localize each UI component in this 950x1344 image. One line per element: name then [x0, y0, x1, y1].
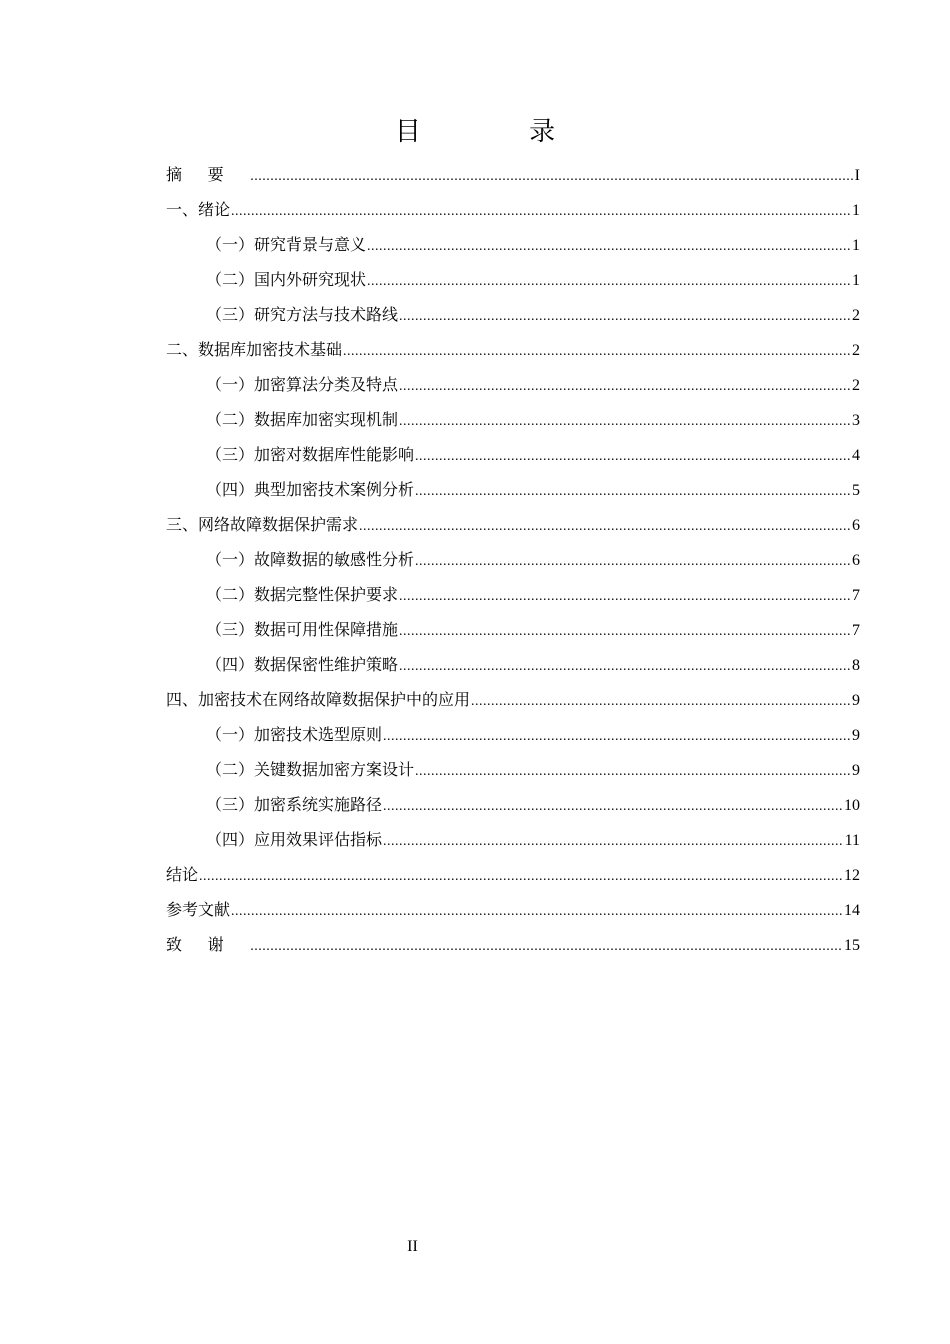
toc-entry-page: 1	[852, 202, 860, 219]
toc-entry[interactable]	[166, 472, 860, 507]
toc-leader-dots	[399, 299, 851, 334]
toc-entry-label: 致谢	[166, 935, 250, 954]
toc-leader-dots	[415, 544, 851, 579]
toc-entry[interactable]	[166, 822, 860, 857]
toc-entry[interactable]	[166, 542, 860, 577]
toc-entry[interactable]	[166, 612, 860, 647]
toc-entry-label: （一）研究背景与意义	[206, 235, 367, 254]
toc-entry-label: （四）典型加密技术案例分析	[206, 480, 415, 499]
toc-entry-label: 二、数据库加密技术基础	[166, 340, 343, 359]
toc-leader-dots	[399, 404, 851, 439]
toc-title: 目 录	[394, 117, 606, 147]
toc-leader-dots	[415, 754, 851, 789]
toc-leader-dots	[399, 369, 851, 404]
toc-entry-page: 3	[852, 412, 860, 429]
toc-leader-dots	[399, 649, 851, 684]
toc-entry-label: （二）关键数据加密方案设计	[206, 760, 415, 779]
toc-entry-label: （四）数据保密性维护策略	[206, 655, 399, 674]
toc-entry-label: （三）数据可用性保障措施	[206, 620, 399, 639]
toc-entry-label: 摘要	[166, 165, 250, 184]
toc-entry[interactable]	[166, 717, 860, 752]
toc-entry[interactable]	[166, 402, 860, 437]
toc-leader-dots	[250, 929, 843, 964]
toc-entry[interactable]	[166, 437, 860, 472]
toc-leader-dots	[383, 789, 843, 824]
toc-entry[interactable]	[166, 892, 860, 927]
toc-entry-page: 2	[852, 377, 860, 394]
toc-entry-page: I	[854, 167, 860, 184]
toc-leader-dots	[359, 509, 851, 544]
toc-entry[interactable]	[166, 262, 860, 297]
toc-entry[interactable]	[166, 682, 860, 717]
toc-entry-label: 结论	[166, 865, 199, 884]
toc-leader-dots	[383, 824, 844, 859]
toc-entry[interactable]	[166, 332, 860, 367]
toc-entry-label: 一、绪论	[166, 200, 231, 219]
toc-entry[interactable]	[166, 647, 860, 682]
toc-entry-page: 4	[852, 447, 860, 464]
toc-entry-page: 8	[852, 657, 860, 674]
toc-entry-page: 15	[844, 937, 860, 954]
toc-leader-dots	[367, 264, 851, 299]
toc-entry-page: 10	[844, 797, 860, 814]
toc-entry-page: 1	[852, 272, 860, 289]
toc-entry[interactable]	[166, 297, 860, 332]
toc-entry-page: 2	[852, 307, 860, 324]
toc-entry-page: 12	[844, 867, 860, 884]
toc-entry-label: （三）加密系统实施路径	[206, 795, 383, 814]
toc-entry-label: （二）数据完整性保护要求	[206, 585, 399, 604]
toc-entry-page: 5	[852, 482, 860, 499]
toc-list	[166, 157, 860, 962]
toc-leader-dots	[471, 684, 851, 719]
toc-leader-dots	[399, 579, 851, 614]
toc-entry-label: （三）加密对数据库性能影响	[206, 445, 415, 464]
toc-leader-dots	[399, 614, 851, 649]
toc-entry-label: （四）应用效果评估指标	[206, 830, 383, 849]
toc-entry-page: 1	[852, 237, 860, 254]
toc-entry[interactable]	[166, 367, 860, 402]
toc-entry-page: 14	[844, 902, 860, 919]
toc-leader-dots	[250, 159, 853, 194]
toc-entry[interactable]	[166, 857, 860, 892]
toc-entry-page: 7	[852, 622, 860, 639]
toc-entry-label: （一）故障数据的敏感性分析	[206, 550, 415, 569]
toc-leader-dots	[415, 474, 851, 509]
toc-entry-label: （二）数据库加密实现机制	[206, 410, 399, 429]
toc-entry-page: 9	[852, 692, 860, 709]
toc-leader-dots	[383, 719, 851, 754]
toc-entry[interactable]	[166, 752, 860, 787]
toc-entry-page: 6	[852, 552, 860, 569]
toc-entry-label: （一）加密技术选型原则	[206, 725, 383, 744]
toc-entry-label: 三、网络故障数据保护需求	[166, 515, 359, 534]
toc-leader-dots	[415, 439, 851, 474]
toc-entry[interactable]	[166, 192, 860, 227]
toc-entry-label: （二）国内外研究现状	[206, 270, 367, 289]
toc-entry[interactable]	[166, 227, 860, 262]
toc-leader-dots	[343, 334, 851, 369]
toc-entry-page: 7	[852, 587, 860, 604]
toc-entry-label: （三）研究方法与技术路线	[206, 305, 399, 324]
toc-entry-page: 9	[852, 727, 860, 744]
toc-entry-page: 9	[852, 762, 860, 779]
toc-entry-label: （一）加密算法分类及特点	[206, 375, 399, 394]
toc-entry[interactable]	[166, 787, 860, 822]
toc-entry[interactable]	[166, 577, 860, 612]
toc-entry-label: 四、加密技术在网络故障数据保护中的应用	[166, 690, 471, 709]
toc-entry[interactable]	[166, 927, 860, 962]
toc-entry-page: 6	[852, 517, 860, 534]
toc-leader-dots	[231, 894, 843, 929]
page-number: II	[407, 1238, 418, 1255]
toc-entry-page: 11	[844, 832, 860, 849]
toc-leader-dots	[199, 859, 843, 894]
toc-leader-dots	[367, 229, 851, 264]
toc-entry-label: 参考文献	[166, 900, 231, 919]
toc-entry[interactable]	[166, 157, 860, 192]
toc-entry-page: 2	[852, 342, 860, 359]
toc-leader-dots	[231, 194, 851, 229]
toc-entry[interactable]	[166, 507, 860, 542]
